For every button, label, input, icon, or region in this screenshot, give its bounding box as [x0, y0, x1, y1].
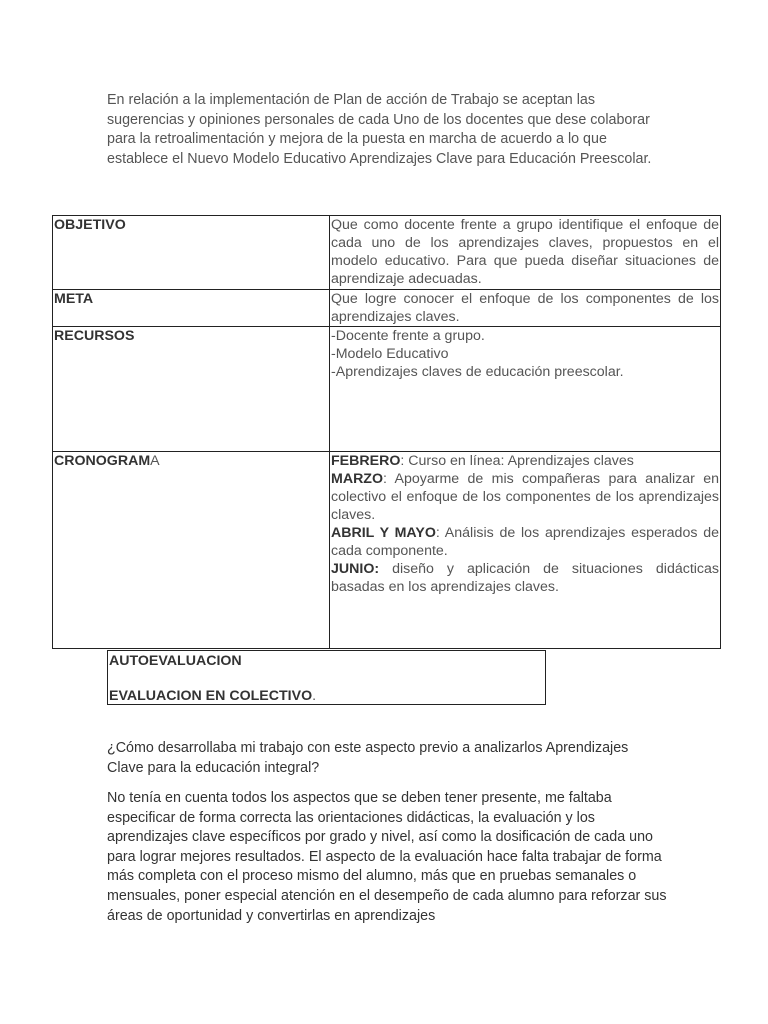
recursos-value — [330, 327, 721, 452]
evaluacion-colectivo-label — [109, 687, 544, 705]
recursos-item: -Modelo Educativo — [331, 346, 449, 362]
meta-value: Que logre conocer el enfoque de los componentes de los aprendizajes claves. — [331, 291, 719, 325]
objetivo-label: OBJETIVO — [53, 216, 330, 290]
reflection-answer: No tenía en cuenta todos los aspectos que se deben tener presente, me faltaba especificar de forma correcta las orientaciones didácticas, la evaluación y los aprendizajes clave específicos por grado y nivel, así como la dosificación de cada uno para lograr mejores resultados. El aspecto de la evaluación hace falta trabajar de forma más completa con el proceso mismo del alumno, más que en pruebas semanales o mensuales, poner especial atención en el desempeño de cada alumno para reforzar sus áreas de oportunidad y convertirlas en aprendizajes — [107, 790, 667, 924]
cronograma-month: FEBRERO — [331, 453, 401, 469]
evaluacion-colectivo-text: EVALUACION EN COLECTIVO — [109, 688, 313, 704]
cronograma-text: : Análisis de los aprendizajes esperados de cada componente. — [331, 525, 719, 559]
table-row-meta — [53, 290, 721, 327]
cronograma-label-bold: CRONOGRAM — [54, 453, 151, 469]
reflection-question: ¿Cómo desarrollaba mi trabajo con este aspecto previo a analizarlos Aprendizajes Clave para la educación integral? — [107, 740, 629, 776]
recursos-label: RECURSOS — [53, 327, 330, 452]
evaluacion-colectivo-period: . — [312, 688, 317, 704]
autoevaluacion-label: AUTOEVALUACION — [109, 653, 242, 669]
cronograma-text: : Curso en línea: Aprendizajes claves — [400, 453, 634, 469]
recursos-item: -Aprendizajes claves de educación preescolar. — [331, 364, 624, 380]
recursos-item: -Docente frente a grupo. — [331, 328, 485, 344]
evaluation-box — [107, 650, 546, 705]
intro-paragraph: En relación a la implementación de Plan de acción de Trabajo se aceptan las sugerencias y opiniones personales de cada Uno de los docentes que dese colaborar para la retroalimentación y mejora de la puesta en marcha de acuerdo a lo que establece el Nuevo Modelo Educativo Aprendizajes Clave para Educación Preescolar. — [107, 92, 652, 167]
cronograma-entry — [331, 470, 719, 524]
table-row-cronograma — [53, 452, 721, 649]
cronograma-month: ABRIL Y MAYO — [331, 525, 436, 541]
action-plan-table — [52, 215, 721, 649]
cronograma-entry — [331, 452, 719, 470]
cronograma-text: : Apoyarme de mis compañeras para analizar en colectivo el enfoque de los componentes de los aprendizajes claves. — [331, 471, 719, 523]
table-row-objetivo — [53, 216, 721, 290]
cronograma-entry — [331, 524, 719, 560]
cronograma-value — [330, 452, 721, 649]
meta-label: META — [53, 290, 330, 327]
cronograma-label-rest: A — [150, 453, 160, 469]
table-row-recursos — [53, 327, 721, 452]
cronograma-entry — [331, 560, 719, 596]
cronograma-month: JUNIO: — [331, 561, 380, 577]
cronograma-month: MARZO — [331, 471, 384, 487]
cronograma-text: diseño y aplicación de situaciones didácticas basadas en los aprendizajes claves. — [331, 561, 719, 595]
cronograma-label — [53, 452, 330, 649]
objetivo-value: Que como docente frente a grupo identifique el enfoque de cada uno de los aprendizajes claves, propuestos en el modelo educativo. Para que pueda diseñar situaciones de aprendizaje adecuadas. — [330, 216, 721, 290]
